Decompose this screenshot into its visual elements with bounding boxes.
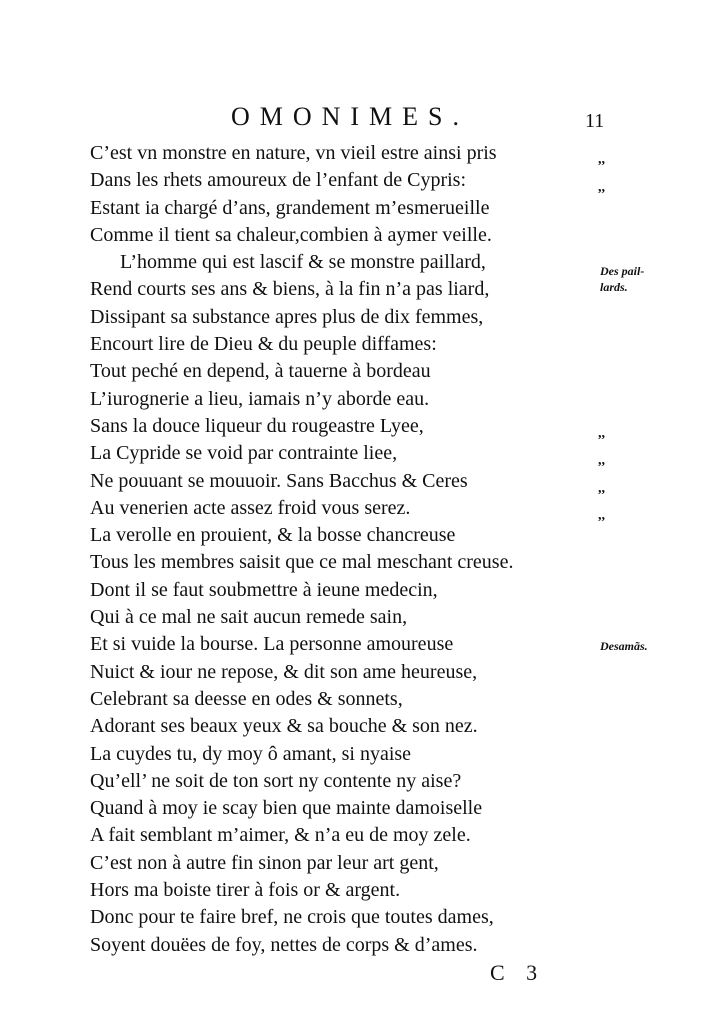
verse-line: C’est non à autre fin sinon par leur art gent, bbox=[90, 851, 439, 874]
verse-line: Qui à ce mal ne sait aucun remede sain, bbox=[90, 606, 408, 629]
verse-line: Dissipant sa substance apres plus de dix femmes, bbox=[90, 305, 484, 328]
verse-line: La verolle en prouient, & la bosse chancreuse bbox=[90, 524, 456, 547]
verse-line: Encourt lire de Dieu & du peuple diffames: bbox=[90, 333, 437, 356]
verse-line: Qu’ell’ ne soit de ton sort ny contente ny aise? bbox=[90, 769, 462, 792]
margin-note-paillards bbox=[600, 263, 644, 295]
page-number: 11 bbox=[585, 110, 605, 132]
verse-text bbox=[90, 140, 610, 959]
quotation-mark: ,, bbox=[598, 426, 605, 441]
verse-line: Donc pour te faire bref, ne crois que toutes dames, bbox=[90, 906, 494, 929]
verse-line: Celebrant sa deesse en odes & sonnets, bbox=[90, 687, 403, 710]
signature-mark: C 3 bbox=[490, 960, 546, 985]
verse-line: A fait semblant m’aimer, & n’a eu de moy zele. bbox=[90, 824, 471, 847]
verse-line: Dont il se faut soubmettre à ieune medecin, bbox=[90, 578, 438, 601]
verse-line: Soyent douëes de foy, nettes de corps & d’ames. bbox=[90, 933, 478, 956]
verse-line: Sans la douce liqueur du rougeastre Lyee, bbox=[90, 414, 424, 437]
quotation-mark: ,, bbox=[598, 481, 605, 496]
verse-line: Tout peché en depend, à tauerne à bordeau bbox=[90, 360, 431, 383]
verse-line: La cuydes tu, dy moy ô amant, si nyaise bbox=[90, 742, 412, 765]
quotation-mark: ,, bbox=[598, 508, 605, 523]
verse-line: Quand à moy ie scay bien que mainte damoiselle bbox=[90, 797, 483, 820]
verse-line: C’est vn monstre en nature, vn vieil estre ainsi pris bbox=[90, 142, 497, 164]
verse-line: L’iurognerie a lieu, iamais n’y aborde eau. bbox=[90, 387, 430, 410]
verse-line: Rend courts ses ans & biens, à la fin n’a pas liard, bbox=[90, 278, 490, 301]
running-head: OMONIMES. bbox=[230, 102, 470, 131]
verse-line: Adorant ses beaux yeux & sa bouche & son nez. bbox=[90, 715, 478, 738]
verse-line: Tous les membres saisit que ce mal meschant creuse. bbox=[90, 551, 514, 574]
verse-line: La Cypride se void par contrainte liee, bbox=[90, 442, 398, 465]
verse-line: Estant ia chargé d’ans, grandement m’esmerueille bbox=[90, 196, 490, 219]
verse-line: Au venerien acte assez froid vous serez. bbox=[90, 496, 411, 519]
quotation-mark: ,, bbox=[598, 152, 605, 167]
verse-line: Nuict & iour ne repose, & dit son ame heureuse, bbox=[90, 660, 478, 683]
quotation-mark: ,, bbox=[598, 453, 605, 468]
verse-line: L’homme qui est lascif & se monstre paillard, bbox=[120, 251, 486, 274]
verse-line: Ne pouuant se mouuoir. Sans Bacchus & Ceres bbox=[90, 469, 468, 492]
verse-line: Dans les rhets amoureux de l’enfant de Cypris: bbox=[90, 169, 467, 192]
margin-note-line: Des pail- bbox=[600, 264, 645, 278]
quotation-mark: ,, bbox=[598, 180, 605, 195]
margin-note-line: lards. bbox=[600, 280, 628, 294]
verse-line: Hors ma boiste tirer à fois or & argent. bbox=[90, 879, 401, 902]
margin-note-desamans: Desamãs. bbox=[600, 639, 648, 653]
verse-line: Et si vuide la bourse. La personne amoureuse bbox=[90, 633, 454, 656]
verse-line: Comme il tient sa chaleur,combien à aymer veille. bbox=[90, 223, 492, 246]
